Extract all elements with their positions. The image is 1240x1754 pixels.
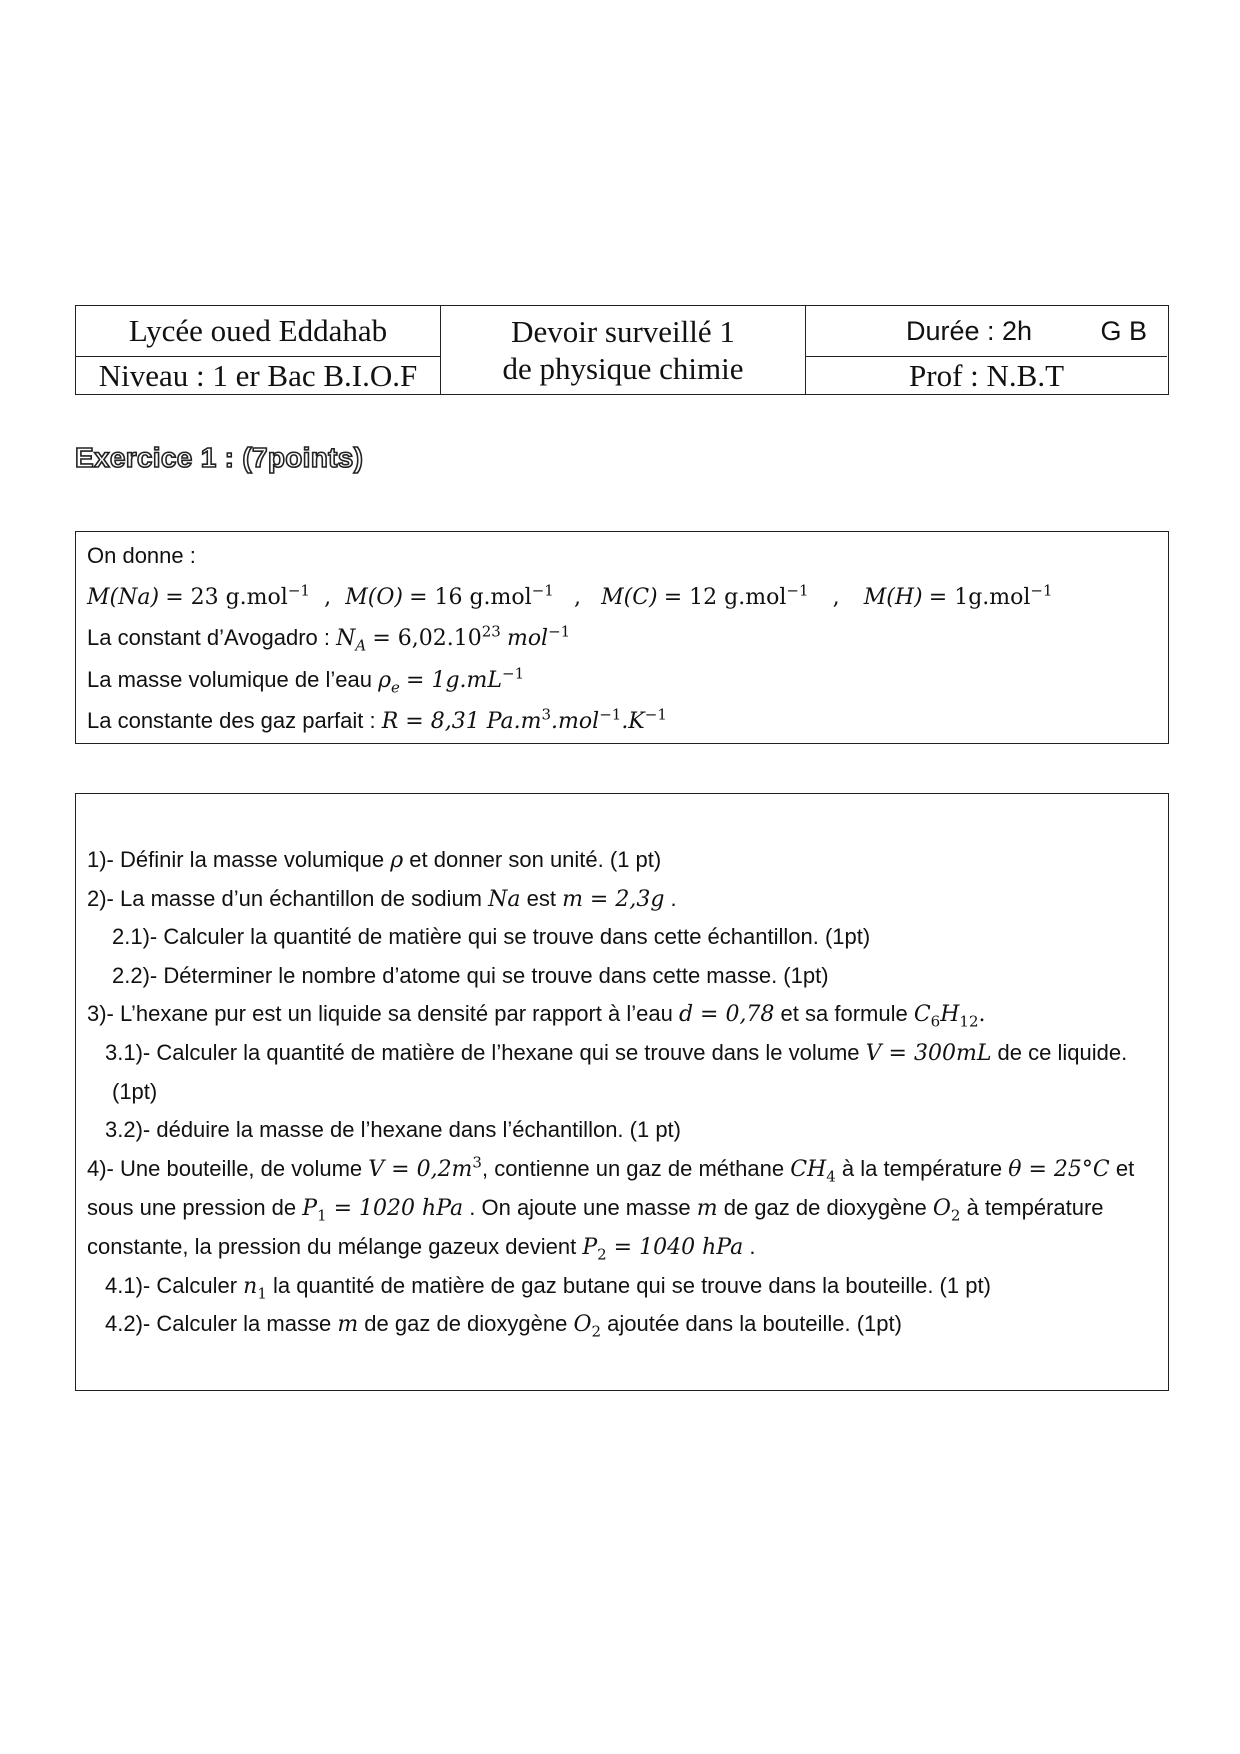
avogadro-label: La constant d’Avogadro : bbox=[87, 625, 337, 650]
separator: , bbox=[832, 585, 840, 610]
gas-constant-k: .K bbox=[621, 709, 645, 734]
mass-na-value: = 23 g.mol$^{-1}$ bbox=[165, 581, 310, 610]
given-data-box bbox=[75, 531, 1169, 744]
exam-header-table bbox=[75, 305, 1169, 395]
question-3-2: 3.2)- déduire la masse de l’hexane dans l’échantillon. (1 pt) bbox=[105, 1117, 681, 1142]
mass-na-label: M(Na) bbox=[87, 585, 160, 610]
exam-title-line-1: Devoir surveillé 1 bbox=[511, 314, 735, 349]
question-1: 1)- Définir la masse volumique ρ et donner son unité. (1 pt) bbox=[87, 847, 662, 873]
duration-row bbox=[806, 306, 1167, 357]
exercise-title: Exercice 1 : (7points) bbox=[75, 442, 364, 473]
school-name: Lycée oued Eddahab bbox=[76, 306, 440, 357]
gas-constant-line bbox=[87, 705, 667, 734]
separator: , bbox=[324, 585, 332, 610]
avogadro-subscript: A bbox=[355, 636, 367, 655]
question-4-line-1: 4)- Une bouteille, de volume $V = 0,2m^3$, contienne un gaz de méthane $CH_4$ à la température θ = 25°C et bbox=[87, 1153, 1135, 1186]
teacher-name: Prof : N.B.T bbox=[909, 357, 1064, 393]
separator: , bbox=[573, 585, 581, 610]
header-left-column bbox=[76, 306, 441, 394]
question-3: 3)- L’hexane pur est un liquide sa densité par rapport à l’eau d = 0,78 et sa formule $C_6H_{12}$. bbox=[87, 1001, 986, 1031]
avogadro-unit-exponent: −1 bbox=[548, 622, 571, 641]
gas-constant-value: R = 8,31 Pa.m bbox=[381, 709, 542, 734]
rho-subscript: e bbox=[391, 678, 400, 697]
gas-constant-mol: .mol bbox=[551, 709, 600, 734]
given-intro: On donne : bbox=[87, 543, 196, 568]
header-middle-column bbox=[441, 306, 806, 394]
water-density-line bbox=[87, 664, 525, 697]
avogadro-line bbox=[87, 622, 571, 655]
avogadro-unit: mol bbox=[506, 626, 549, 651]
question-4-line-3: constante, la pression du mélange gazeux devient $P_2 = 1040$ hPa . bbox=[87, 1234, 756, 1264]
question-4-1: 4.1)- Calculer $n_1$ la quantité de matière de gaz butane qui se trouve dans la bouteille. (1 pt) bbox=[105, 1273, 991, 1303]
mass-o-label: M(O) bbox=[345, 585, 403, 610]
exam-duration: Durée : 2h bbox=[906, 315, 1033, 346]
header-right-column bbox=[806, 306, 1167, 394]
question-4-2: 4.2)- Calculer la masse m de gaz de dioxygène $O_2$ ajoutée dans la bouteille. (1pt) bbox=[105, 1311, 902, 1341]
question-3-1-points: (1pt) bbox=[112, 1079, 158, 1104]
mass-h-value: = 1g.mol$^{-1}$ bbox=[928, 581, 1053, 610]
water-density-label: La masse volumique de l’eau bbox=[87, 667, 379, 692]
rho-symbol: ρ bbox=[378, 668, 391, 693]
question-4-line-2: sous une pression de $P_1 = 1020$ hPa . On ajoute une masse m de gaz de dioxygène $O_2$ à température bbox=[87, 1195, 1104, 1225]
questions-box bbox=[75, 793, 1169, 1391]
exam-title-line-2: de physique chimie bbox=[502, 351, 744, 386]
gas-constant-mol-exp: −1 bbox=[599, 705, 622, 724]
mass-h-label: M(H) bbox=[863, 585, 923, 610]
avogadro-value: = 6,02.10 bbox=[372, 626, 482, 651]
avogadro-exponent: 23 bbox=[481, 622, 501, 641]
gas-constant-label: La constante des gaz parfait : bbox=[87, 708, 382, 733]
gas-constant-k-exp: −1 bbox=[644, 705, 667, 724]
molar-masses-line bbox=[87, 581, 1053, 610]
gas-constant-exp3: 3 bbox=[541, 705, 552, 724]
mass-c-value: = 12 g.mol$^{-1}$ bbox=[663, 581, 809, 610]
exam-group: G B bbox=[1100, 315, 1147, 346]
mass-c-label: M(C) bbox=[601, 585, 658, 610]
question-3-1: 3.1)- Calculer la quantité de matière de l’hexane qui se trouve dans le volume V = 300mL de ce liquide. bbox=[105, 1040, 1128, 1066]
avogadro-symbol: N bbox=[336, 626, 356, 651]
exam-title bbox=[441, 306, 805, 394]
mass-o-value: = 16 g.mol$^{-1}$ bbox=[409, 581, 554, 610]
class-level: Niveau : 1 er Bac B.I.O.F bbox=[98, 357, 418, 393]
water-density-value: = 1g.mL bbox=[406, 668, 502, 693]
question-2: 2)- La masse d’un échantillon de sodium Na est m = 2,3g . bbox=[87, 886, 677, 912]
water-density-exponent: −1 bbox=[502, 664, 525, 683]
question-2-2: 2.2)- Déterminer le nombre d’atome qui se trouve dans cette masse. (1pt) bbox=[112, 963, 829, 988]
question-2-1: 2.1)- Calculer la quantité de matière qui se trouve dans cette échantillon. (1pt) bbox=[112, 924, 871, 949]
